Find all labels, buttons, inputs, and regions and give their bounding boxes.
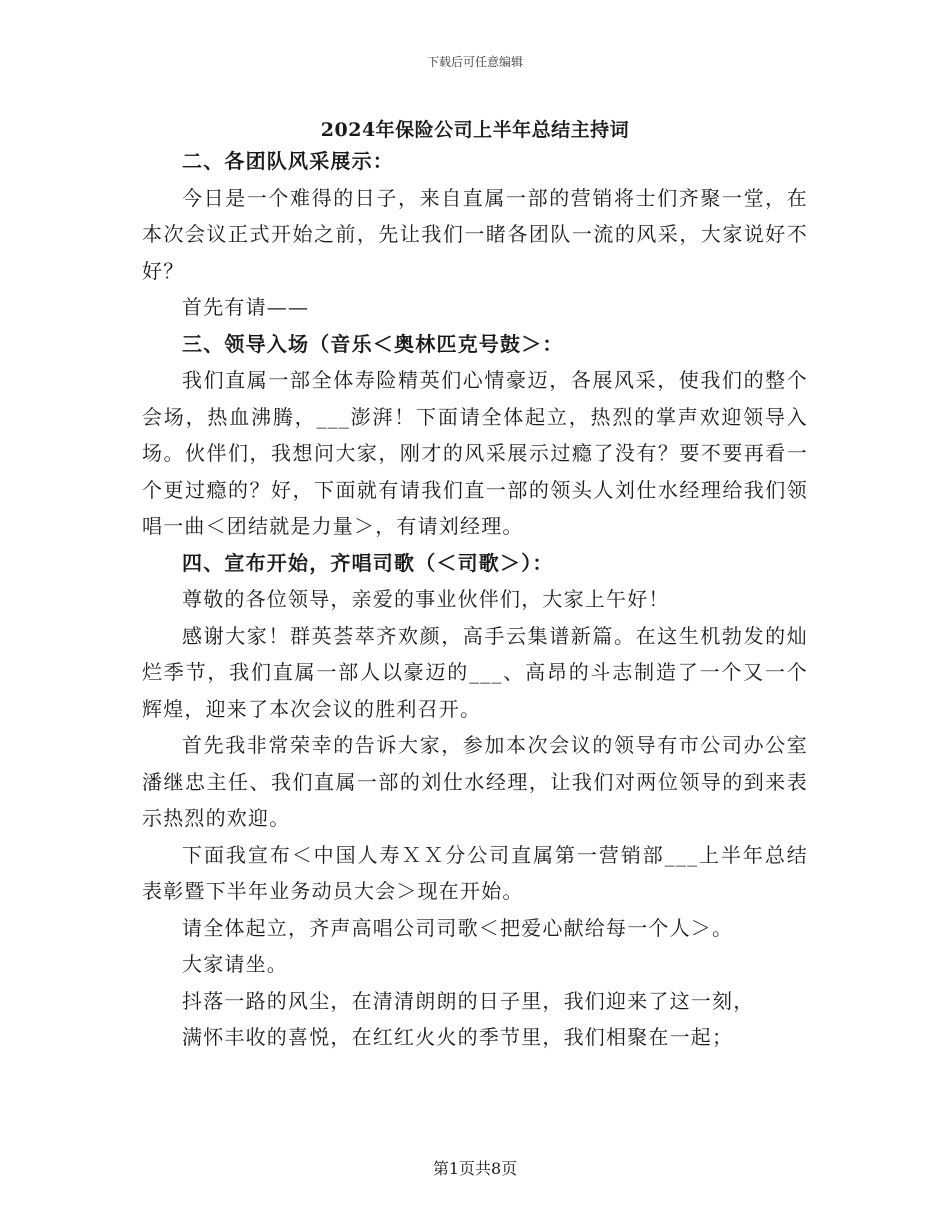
- page-number: 第1页共8页: [432, 1159, 518, 1178]
- paragraph: 尊敬的各位领导，亲爱的事业伙伴们，大家上午好！: [182, 587, 670, 611]
- document-body: [142, 143, 808, 1056]
- paragraph: 首先有请——: [182, 295, 310, 319]
- document-title: 2024年保险公司上半年总结主持词: [320, 119, 630, 141]
- paragraph: 我们直属一部全体寿险精英们心情豪迈，各展风采，使我们的整个会场，热血沸腾，___澎湃！下面请全体起立，热烈的掌声欢迎领导入场。伙伴们，我想问大家，刚才的风采展示过瘾了没有？要不要再看一个更过瘾的？好，下面就有请我们直一部的领头人刘仕水经理给我们领唱一曲＜团结就是力量＞，有请刘经理。: [142, 368, 808, 538]
- section-heading-opening: 四、宣布开始，齐唱司歌（＜司歌＞）：: [182, 550, 554, 575]
- paragraph: 首先我非常荣幸的告诉大家，参加本次会议的领导有市公司办公室潘继忠主任、我们直属一部的刘仕水经理，让我们对两位领导的到来表示热烈的欢迎。: [142, 733, 808, 830]
- paragraph: 今日是一个难得的日子，来自直属一部的营销将士们齐聚一堂，在本次会议正式开始之前，先让我们一睹各团队一流的风采，大家说好不好？: [142, 185, 808, 283]
- paragraph: 满怀丰收的喜悦，在红红火火的季节里，我们相聚在一起；: [182, 1025, 734, 1049]
- paragraph: 抖落一路的风尘，在清清朗朗的日子里，我们迎来了这一刻，: [182, 988, 755, 1013]
- section-heading-team-showcase: 二、各团队风采展示：: [182, 149, 394, 173]
- paragraph: 感谢大家！群英荟萃齐欢颜，高手云集谱新篇。在这生机勃发的灿烂季节，我们直属一部人以豪迈的___、高昂的斗志制造了一个又一个辉煌，迎来了本次会议的胜利召开。: [142, 623, 808, 721]
- header-note: 下载后可任意编辑: [426, 55, 523, 69]
- paragraph: 请全体起立，齐声高唱公司司歌＜把爱心献给每一个人＞。: [182, 915, 734, 940]
- paragraph: 大家请坐。: [182, 952, 288, 976]
- section-heading-leaders-entrance: 三、领导入场（音乐＜奥林匹克号鼓＞：: [182, 331, 564, 356]
- paragraph: 下面我宣布＜中国人寿ＸＸ分公司直属第一营销部___上半年总结表彰暨下半年业务动员大会＞现在开始。: [142, 842, 808, 903]
